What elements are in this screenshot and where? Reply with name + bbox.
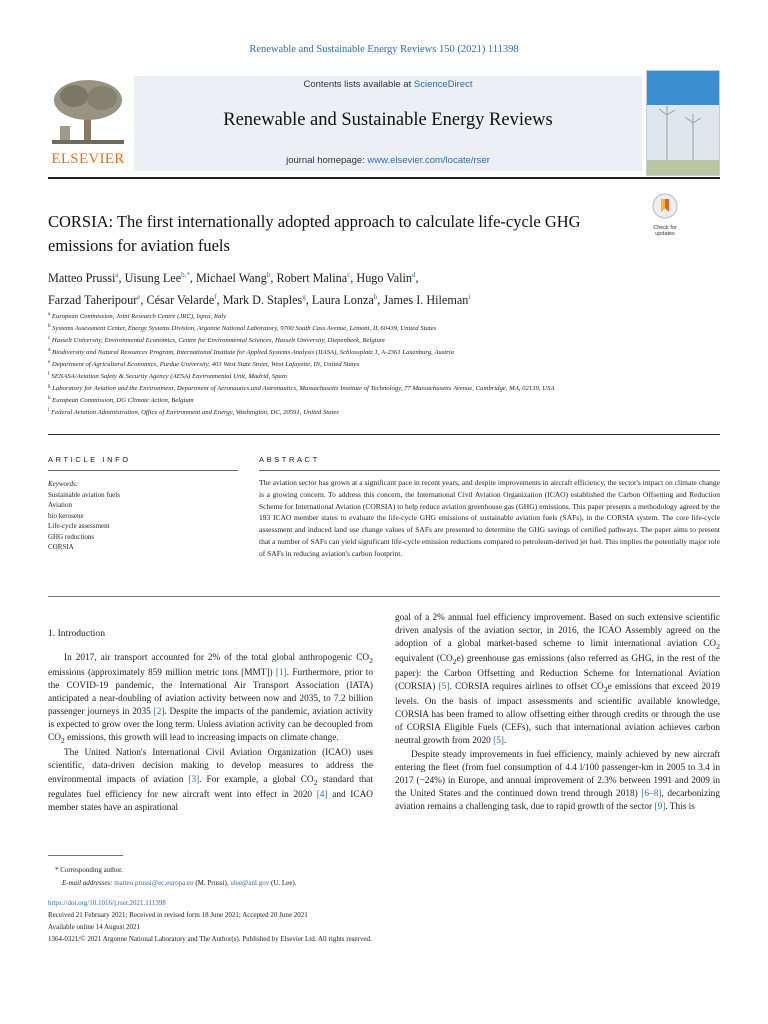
- affiliation-text: Systems Assessment Center, Energy Systems Division, Argonne National Laboratory, 9700 South Cass Avenue, Lemont, IL 60439, United States: [52, 325, 437, 333]
- affiliation-marker: c: [48, 336, 51, 342]
- author-name[interactable]: Robert Malina: [276, 271, 348, 286]
- author-separator: ,: [305, 293, 312, 308]
- affiliation-text: Federal Aviation Administration, Office of Environment and Energy, Washington, DC, 20591, United States: [51, 409, 339, 417]
- author-affiliation-marker[interactable]: a: [115, 271, 119, 279]
- header-rule: [48, 177, 720, 179]
- keywords-label: Keywords:: [48, 480, 79, 488]
- copyright-line: 1364-0321/© 2021 Argonne National Laboratory and The Author(s). Published by Elsevier Ltd. All rights reserved.: [48, 935, 372, 943]
- author-separator: ,: [189, 271, 196, 286]
- affiliation-marker: e: [48, 360, 51, 366]
- elsevier-tree-logo: [48, 78, 128, 170]
- body-column-left: [48, 652, 373, 815]
- email-addresses: E-mail addresses: matteo.prussi@ec.europa.eu (M. Prussi), ulee@anl.gov (U. Lee).: [62, 879, 297, 887]
- affiliation-item: [48, 406, 688, 418]
- journal-title: Renewable and Sustainable Energy Reviews: [223, 110, 553, 130]
- affiliation-marker: a: [48, 312, 51, 317]
- abstract-rule: [259, 470, 720, 471]
- body-column-right: [395, 612, 720, 814]
- affiliation-item: [48, 322, 688, 334]
- affiliation-text: Hasselt University, Environmental Economics, Centre for Environmental Sciences, Hasselt University, Diepenbeek, Belgium: [51, 337, 385, 345]
- author-name[interactable]: César Velarde: [146, 293, 215, 308]
- journal-homepage: journal homepage: www.elsevier.com/locate/rser: [286, 155, 490, 166]
- author-separator: ,: [118, 271, 125, 286]
- article-info-rule: [48, 470, 238, 471]
- author-separator: ,: [350, 271, 357, 286]
- email-link-lee[interactable]: ulee@anl.gov: [230, 879, 270, 887]
- affiliation-text: European Commission, DG Climate Action, Belgium: [52, 397, 194, 405]
- citation-link[interactable]: [3]: [188, 774, 200, 785]
- affiliation-item: [48, 394, 688, 406]
- keyword-item: Life-cycle assessment: [48, 522, 110, 530]
- journal-banner: [134, 76, 642, 171]
- affiliation-text: Department of Agricultural Economics, Purdue University, 403 West State Street, West Lafayette, IN, United States: [51, 361, 360, 369]
- author-name[interactable]: Mark D. Staples: [222, 293, 303, 308]
- author-affiliation-marker[interactable]: d: [412, 271, 416, 279]
- affiliation-text: European Commission, Joint Research Centre (JRC), Ispra, Italy: [51, 313, 227, 321]
- author-name[interactable]: Laura Lonza: [311, 293, 374, 308]
- article-info-heading: ARTICLE INFO: [48, 455, 131, 464]
- author-affiliation-marker[interactable]: e: [137, 293, 141, 302]
- paragraph: goal of a 2% annual fuel efficiency improvement. Based on such extensive scientific driven analysis of the aviation sector, in 2016, the ICAO Assembly agreed on the adoption of a global market-based scheme to limit international aviation $CO_2$ equivalent $(CO_2e)$ greenhouse gas emissions (also referred as GHG, in the rest of the paper): the Carbon Offsetting and Reduction Scheme for International Aviation (CORSIA) [5]. CORSIA requires airlines to offset $CO_2e$ emissions that exceed 2019 levels. On the basis of impact assessments and scientific available knowledge, CORSIA has been framed to allow offsetting either through credits or through the use of CORSIA Eligible Fuels (CEFs), such that international aviation achieves carbon neutral growth from 2020 [5].: [395, 613, 720, 747]
- journal-cover-thumbnail[interactable]: [646, 70, 720, 176]
- keyword-item: Sustainable aviation fuels: [48, 490, 120, 499]
- homepage-link[interactable]: www.elsevier.com/locate/rser: [367, 155, 490, 166]
- affiliation-marker: i: [48, 408, 50, 414]
- corresponding-author-note: * Corresponding author.: [55, 866, 123, 874]
- sciencedirect-link[interactable]: ScienceDirect: [413, 79, 473, 90]
- author-affiliation-marker[interactable]: h: [373, 293, 378, 302]
- author-affiliation-marker[interactable]: b,*: [181, 271, 190, 279]
- author-affiliation-marker[interactable]: i: [468, 293, 471, 302]
- doi-link[interactable]: https://doi.org/10.1016/j.rser.2021.111398: [48, 899, 166, 907]
- affiliations: [48, 310, 688, 418]
- author-name[interactable]: James I. Hileman: [383, 293, 469, 308]
- affiliation-marker: d: [48, 348, 51, 354]
- affiliation-marker: h: [48, 396, 51, 402]
- check-updates-label: Check for updates: [653, 225, 677, 237]
- author-line-2: [48, 288, 688, 310]
- affiliation-item: [48, 382, 688, 394]
- abstract-heading: ABSTRACT: [259, 455, 320, 464]
- received-dates: Received 21 February 2021; Received in revised form 18 June 2021; Accepted 20 June 2021: [48, 911, 308, 919]
- keyword-item: GHG reductions: [48, 532, 95, 541]
- affiliation-text: Biodiversity and Natural Resources Program, International Institute for Applied Systems Analysis (IIASA), Schlossplatz 1, A-2361 Laxenburg, Austria: [52, 349, 455, 357]
- affiliation-text: Laboratory for Aviation and the Environment, Department of Aeronautics and Astronautics, Massachusetts Institute of Technology, 77 Massachusetts Avenue, Cambridge, MA, 02139, USA: [52, 385, 555, 393]
- abstract-end-rule: [48, 596, 720, 597]
- citation-link[interactable]: [5]: [438, 682, 450, 693]
- author-name[interactable]: Uisung Lee: [124, 271, 182, 286]
- contents-available: Contents lists available at ScienceDirect: [303, 79, 473, 90]
- journal-header: [48, 70, 720, 173]
- affiliation-marker: g: [48, 384, 51, 390]
- affiliation-item: [48, 334, 688, 346]
- affiliation-item: [48, 370, 688, 382]
- publisher-wordmark: ELSEVIER: [51, 151, 125, 167]
- keyword-item: Aviation: [48, 501, 72, 509]
- citation-link[interactable]: [9]: [654, 801, 666, 812]
- available-online: Available online 14 August 2021: [48, 923, 141, 931]
- paragraph: Despite steady improvements in fuel efficiency, mainly achieved by new aircraft entering the fleet (from fuel consumption of 4.4 l/100 passenger-km in 2005 to 3.4 in 2017 (−24%) in Europe, and annual improvement of 2.3% between 1991 and 2009 in the United States and the continued down trend through 2018) [6–8], decarbonizing aviation remains a challenging task, due to rapid growth of the sector [9]. This is: [395, 749, 720, 812]
- author-separator: ,: [415, 271, 419, 286]
- affiliation-rule: [48, 434, 720, 435]
- author-line-1: [48, 266, 688, 288]
- article-title: CORSIA: The first internationally adopted approach to calculate life-cycle GHG emissions for aviation fuels: [48, 212, 581, 255]
- author-name[interactable]: Hugo Valin: [356, 271, 413, 286]
- journal-citation-link[interactable]: Renewable and Sustainable Energy Reviews 150 (2021) 111398: [249, 44, 519, 55]
- author-affiliation-marker[interactable]: f: [214, 293, 217, 302]
- footnote-rule: [48, 855, 123, 856]
- citation-link[interactable]: [6–8]: [641, 788, 662, 799]
- author-separator: ,: [270, 271, 277, 286]
- citation-link[interactable]: [4]: [316, 789, 328, 800]
- keyword-item: CORSIA: [48, 543, 74, 551]
- author-affiliation-marker[interactable]: c: [347, 271, 351, 279]
- affiliation-marker: f: [48, 372, 50, 378]
- author-affiliation-marker[interactable]: b: [266, 271, 271, 279]
- author-affiliation-marker[interactable]: g: [302, 293, 306, 302]
- check-for-updates-badge[interactable]: [650, 193, 680, 237]
- affiliation-marker: b: [48, 324, 51, 330]
- affiliation-item: [48, 310, 688, 322]
- author-name[interactable]: Farzad Taheripour: [48, 293, 138, 308]
- paragraph: In 2017, air transport accounted for 2% of the total global anthropogenic $CO_2$ emissions (approximately 859 million metric tons [MMT]) [1]. Furthermore, prior to the COVID-19 pandemic, the International Air Transport Association (IATA) anticipated a near-doubling of aviation activity between now and 2035, to 7.2 billion passenger journeys in 2035 [2]. Despite the impacts of the pandemic, aviation activity is expected to grow over the long term. Unless aviation activity can be decoupled from $CO_2$ emissions, this growth will lead to increasing impacts on climate change.: [48, 653, 373, 746]
- citation-link[interactable]: [2]: [153, 707, 165, 718]
- affiliation-item: [48, 346, 688, 358]
- author-name[interactable]: Matteo Prussi: [48, 271, 116, 286]
- citation-link[interactable]: [5]: [493, 736, 504, 747]
- author-list: [48, 266, 688, 310]
- author-name[interactable]: Michael Wang: [195, 271, 267, 286]
- author-separator: ,: [377, 293, 384, 308]
- section-heading-introduction: 1. Introduction: [48, 628, 106, 639]
- keywords-block: [48, 479, 233, 553]
- author-separator: ,: [216, 293, 223, 308]
- abstract-text: The aviation sector has grown at a significant pace in recent years, and despite improvements in aircraft efficiency, the sector's impact on climate change is a growing concern. To address this concern, the International Civil Aviation Organization (ICAO) established the Carbon Offsetting and Reduction Scheme for International Aviation (CORSIA) to help reduce aviation greenhouse gas (GHG) emissions. This paper presents a methodology agreed by the 193 ICAO member states to evaluate the life-cycle GHG emissions of sustainable aviation fuels (SAFs), in the CORSIA system. The core life-cycle assessment and induced land use change values of SAFs are presented to determine the GHG savings of certified pathways. The paper aims to present that a number of SAFs can yield significant life-cycle emission reductions compared to petroleum-derived jet fuel. This implies the potentially major role of SAFs in reducing aviation's carbon footprint.: [259, 478, 720, 558]
- keyword-item: bio kerosene: [48, 511, 84, 520]
- check-updates-icon: [652, 193, 678, 219]
- paragraph: The United Nation's International Civil Aviation Organization (ICAO) uses scientific, data-driven decision making to develop measures to address the environmental impacts of aviation [3]. For example, a global $CO_2$ standard that regulates fuel efficiency for new aircraft went into effect in 2020 [4] and ICAO member states have an aspirational: [48, 748, 374, 813]
- affiliation-item: [48, 358, 688, 370]
- keywords-list: [48, 490, 233, 553]
- affiliation-text: SENASA/Aviation Safety & Security Agency (AESA) Environmental Unit, Madrid, Spain: [51, 373, 288, 381]
- author-separator: ,: [140, 293, 147, 308]
- email-link-prussi[interactable]: matteo.prussi@ec.europa.eu: [114, 879, 194, 887]
- citation-link[interactable]: [1]: [275, 667, 287, 678]
